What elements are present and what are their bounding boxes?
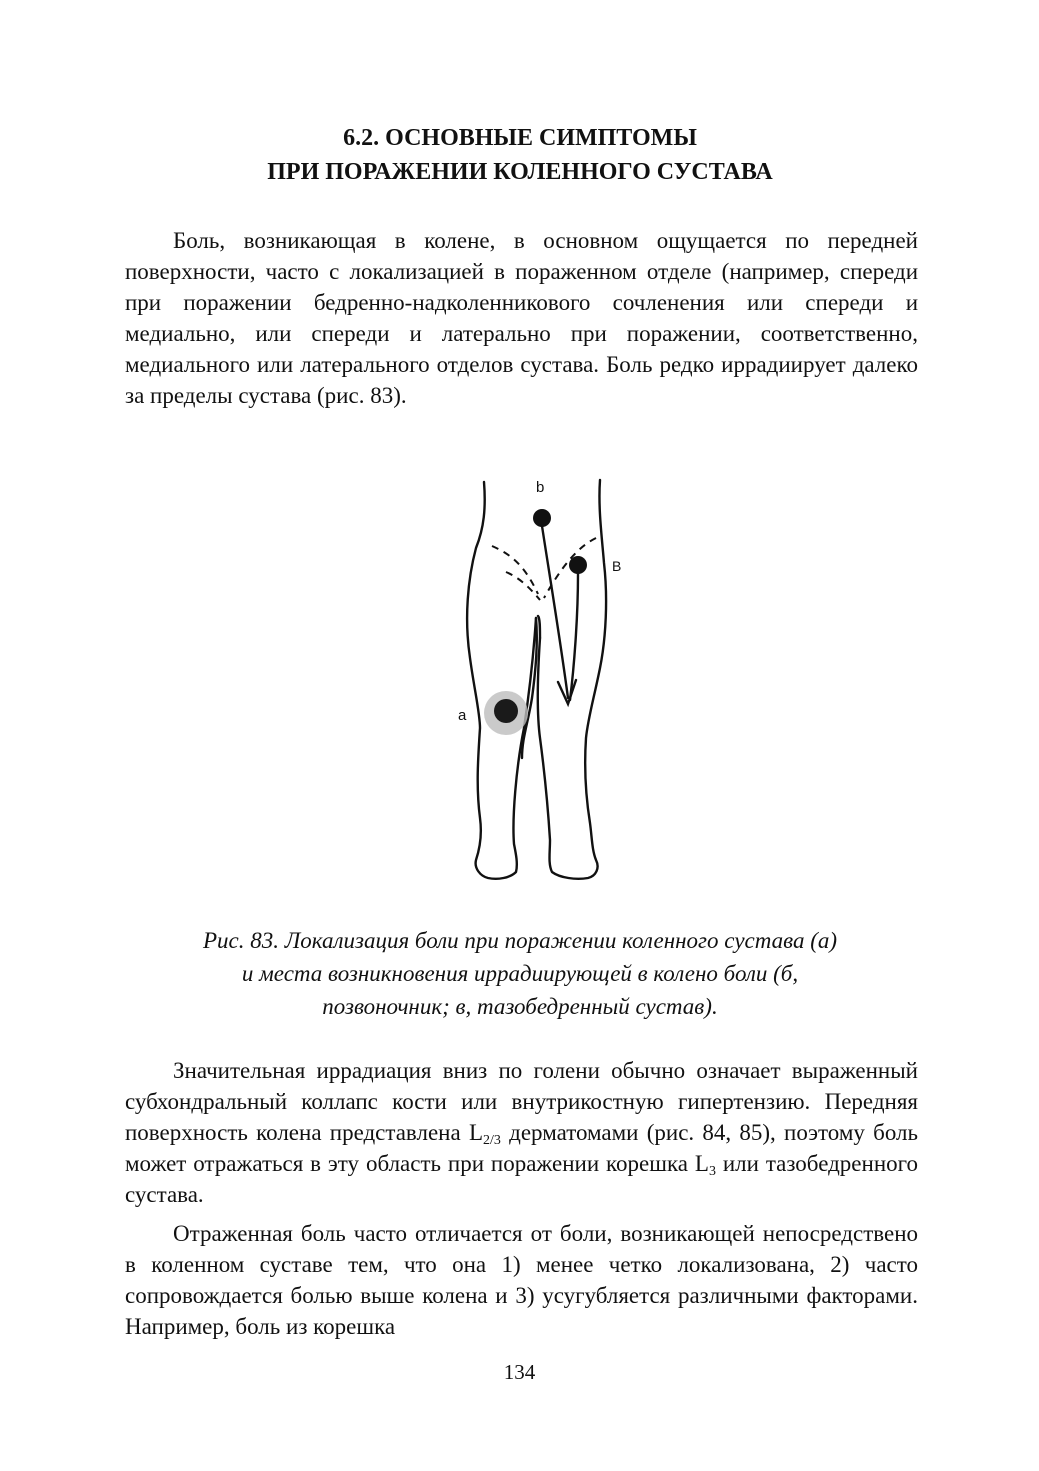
figure-caption: [120, 924, 920, 1023]
groin-line-left: [492, 546, 538, 594]
radiation-arrow-spine: [542, 526, 568, 698]
paragraph-1-text: Боль, возникающая в колене, в основном ощущается по передней поверхности, часто с локализацией в пораженном отделе (например, спереди при поражении бедренно-надколенникового сочленения или спереди и медиально, или спереди и латерально при поражении, соответственно, медиального или латерального отделов сустава. Боль редко иррадиирует далеко за пределы сустава (рис. 83).: [125, 228, 918, 408]
paragraph-1: [125, 225, 918, 411]
label-v: B: [612, 558, 622, 574]
figure-83: [440, 468, 640, 898]
hip-point: [569, 556, 587, 574]
caption-line-2: и места возникновения иррадиирующей в колено боли (б,: [241, 961, 799, 986]
paragraph-2-subscript-1: 2/3: [483, 1133, 501, 1148]
knee-pain-core: [494, 699, 518, 723]
paragraph-2-part-2: дерматомами (рис. 84, 85), поэтому боль может отражаться в эту область при поражении корешка L: [125, 1120, 918, 1176]
paragraph-2-subscript-2: 3: [708, 1164, 716, 1179]
groin-line-lower: [506, 572, 540, 600]
label-b: b: [536, 479, 545, 496]
paragraph-3-text: Отраженная боль часто отличается от боли, возникающей непосредствено в коленном суставе тем, что она 1) менее четко локализована, 2) часто сопровождается болью выше колена и 3) усугубляется различными факторами. Например, боль из корешка: [125, 1221, 918, 1339]
heading-line-1: 6.2. ОСНОВНЫЕ СИМПТОМЫ: [343, 125, 697, 151]
page-number: 134: [503, 1360, 536, 1384]
paragraph-2: [125, 1055, 918, 1210]
heading-line-2: ПРИ ПОРАЖЕНИИ КОЛЕННОГО СУСТАВА: [267, 159, 773, 185]
spine-point: [533, 509, 551, 527]
paragraph-2-part-3: или тазобедренного сустава.: [125, 1151, 918, 1207]
paragraph-3: [125, 1218, 918, 1342]
caption-line-3: позвоночник; в, тазобедренный сустав).: [322, 994, 718, 1019]
label-a: a: [458, 707, 467, 724]
caption-line-1: Рис. 83. Локализация боли при поражении коленного сустава (а): [202, 928, 838, 953]
leg-right-inner: [538, 616, 540, 638]
legs-illustration: [440, 468, 640, 898]
leg-left-outline: [467, 482, 536, 879]
section-heading: [120, 121, 920, 189]
paragraph-2-part-1: Значительная иррадиация вниз по голени обычно означает выраженный субхондральный коллапс кости или внутрикостную гипертензию. Передняя поверхность колена представлена L: [125, 1058, 918, 1145]
